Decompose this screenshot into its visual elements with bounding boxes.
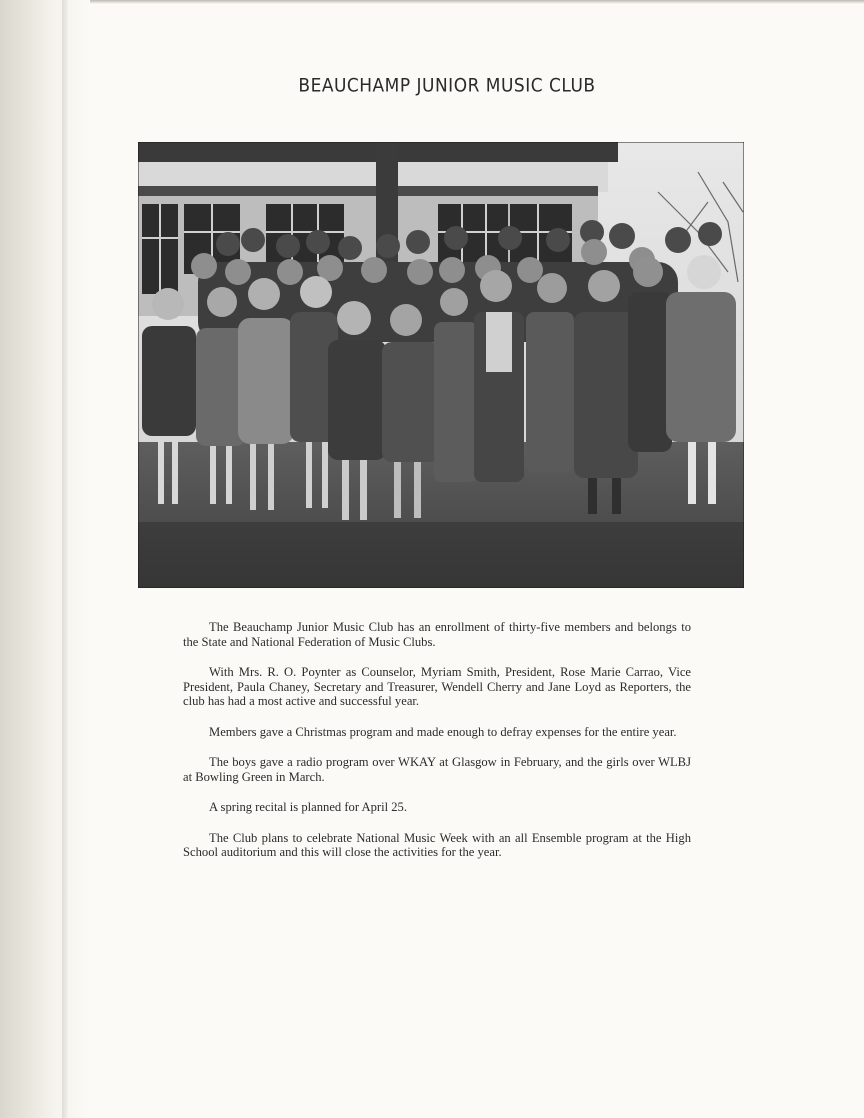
gutter-fold-line: [62, 0, 68, 1118]
paragraph-christmas-program: Members gave a Christmas program and made enough to defray expenses for the entire year.: [209, 724, 677, 739]
book-gutter-shadow: [0, 0, 90, 1118]
page-title: BEAUCHAMP JUNIOR MUSIC CLUB: [298, 74, 596, 98]
paragraph-enrollment: The Beauchamp Junior Music Club has an enrollment of thirty-five members and belongs to the State and National Federation of Music Clubs.: [183, 620, 691, 649]
group-photo: [138, 142, 744, 588]
paragraph-music-week: The Club plans to celebrate National Music Week with an all Ensemble program at the High School auditorium and this will close the activities for the year.: [183, 830, 691, 859]
paragraph-radio-program: The boys gave a radio program over WKAY at Glasgow in February, and the girls over WLBJ at Bowling Green in March.: [183, 755, 691, 784]
paragraph-spring-recital: A spring recital is planned for April 25.: [209, 800, 407, 814]
article-text: [183, 620, 691, 876]
page-top-edge: [90, 0, 864, 4]
paragraph-officers: With Mrs. R. O. Poynter as Counselor, Myriam Smith, President, Rose Marie Carrao, Vice President, Paula Chaney, Secretary and Treasurer, Wendell Cherry and Jane Loyd as Reporters, the club has had a most active and successful year.: [183, 665, 691, 708]
group-photo-image: [138, 142, 744, 588]
